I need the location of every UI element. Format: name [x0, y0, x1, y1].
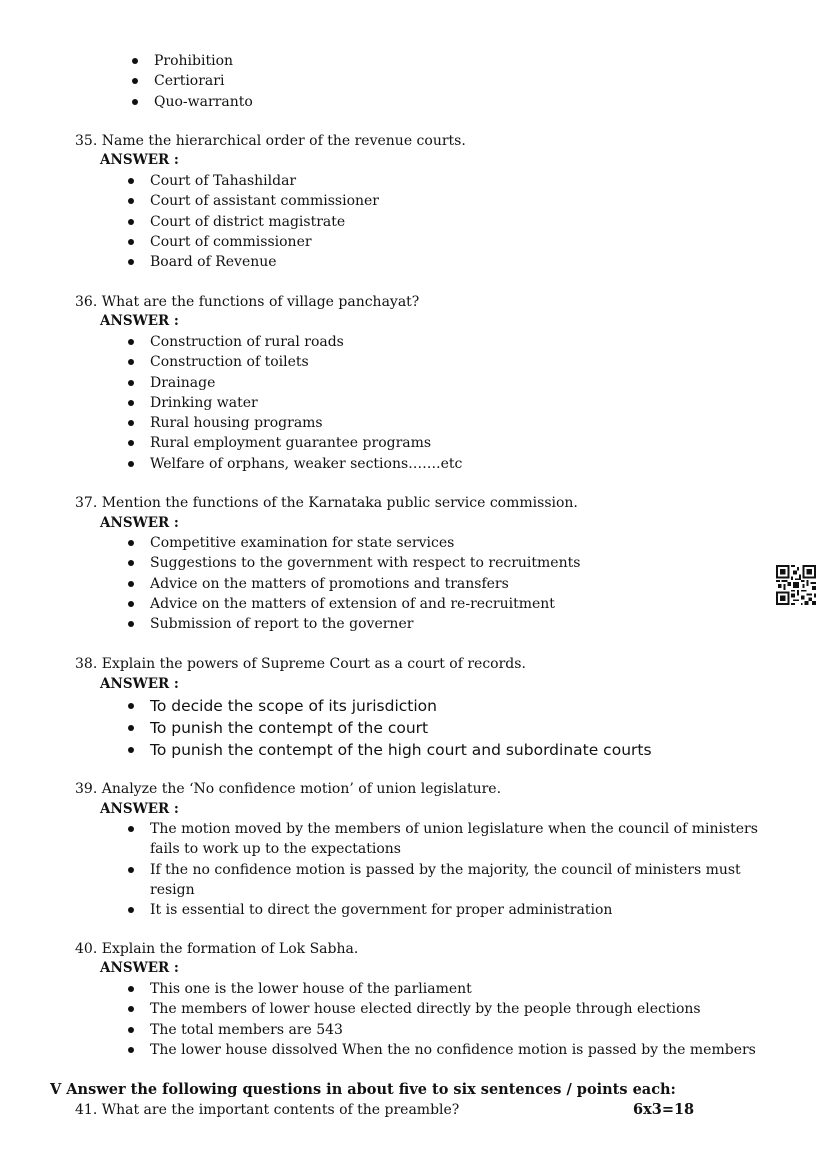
list-item: Quo-warranto [154, 92, 253, 112]
list-item: Court of Tahashildar [150, 171, 379, 191]
list-item: Drinking water [150, 393, 462, 413]
question-text: What are the important contents of the preamble? [101, 1102, 460, 1118]
list-item: Court of assistant commissioner [150, 191, 379, 211]
answer-list-39 [150, 819, 762, 920]
list-item: Suggestions to the government with respect to recruitments [150, 553, 580, 573]
question-37: 37. Mention the functions of the Karnataka public service commission. [75, 495, 578, 511]
answer-list-38 [150, 695, 652, 761]
list-item: Submission of report to the governer [150, 614, 580, 634]
answer-list-40 [150, 979, 756, 1060]
list-item: Board of Revenue [150, 252, 379, 272]
section-heading: V Answer the following questions in about five to six sentences / points each: [50, 1081, 676, 1098]
list-item: The total members are 543 [150, 1020, 756, 1040]
answer-label: ANSWER : [100, 313, 179, 329]
question-40: 40. Explain the formation of Lok Sabha. [75, 941, 359, 957]
answer-label: ANSWER : [100, 515, 179, 531]
list-item: If the no confidence motion is passed by the majority, the council of ministers must resign [150, 860, 762, 901]
question-text: Explain the formation of Lok Sabha. [101, 941, 359, 957]
list-item: The motion moved by the members of union legislature when the council of ministers fails to work up to the expectations [150, 819, 762, 860]
qr-code-icon [776, 565, 816, 605]
list-item: To punish the contempt of the court [150, 717, 652, 739]
question-36: 36. What are the functions of village panchayat? [75, 294, 420, 310]
list-item: Drainage [150, 373, 462, 393]
list-item: Certiorari [154, 71, 253, 91]
answer-label: ANSWER : [100, 676, 179, 692]
question-39: 39. Analyze the ‘No confidence motion’ of union legislature. [75, 781, 502, 797]
answer-list-35 [150, 171, 379, 272]
list-item: To punish the contempt of the high court and subordinate courts [150, 741, 652, 759]
answer-list-37 [150, 533, 580, 634]
question-41: 41. What are the important contents of the preamble? [75, 1102, 460, 1118]
list-item: Advice on the matters of extension of and re-recruitment [150, 594, 580, 614]
question-text: Analyze the ‘No confidence motion’ of union legislature. [101, 781, 502, 797]
question-text: What are the functions of village panchayat? [101, 294, 420, 310]
answer-list-36 [150, 332, 462, 474]
list-item: Court of district magistrate [150, 212, 379, 232]
list-item: The lower house dissolved When the no confidence motion is passed by the members [150, 1040, 756, 1060]
list-item: Rural employment guarantee programs [150, 433, 462, 453]
list-item: To decide the scope of its jurisdiction [150, 695, 652, 717]
list-item: It is essential to direct the government for proper administration [150, 900, 762, 920]
list-item: Construction of toilets [150, 352, 462, 372]
answer-label: ANSWER : [100, 960, 179, 976]
question-35: 35. Name the hierarchical order of the revenue courts. [75, 133, 466, 149]
question-text: Mention the functions of the Karnataka public service commission. [101, 495, 578, 511]
question-38: 38. Explain the powers of Supreme Court as a court of records. [75, 656, 526, 672]
list-item: Rural housing programs [150, 413, 462, 433]
list-item: This one is the lower house of the parliament [150, 979, 756, 999]
writs-list [154, 51, 253, 112]
list-item: Court of commissioner [150, 232, 379, 252]
list-item: Construction of rural roads [150, 332, 462, 352]
marks-label: 6x3=18 [633, 1101, 695, 1118]
answer-label: ANSWER : [100, 152, 179, 168]
list-item: Advice on the matters of promotions and transfers [150, 574, 580, 594]
list-item: Prohibition [154, 51, 253, 71]
question-text: Name the hierarchical order of the revenue courts. [101, 133, 466, 149]
question-text: Explain the powers of Supreme Court as a court of records. [101, 656, 526, 672]
list-item: Competitive examination for state services [150, 533, 580, 553]
list-item: Welfare of orphans, weaker sections…….etc [150, 454, 462, 474]
list-item: The members of lower house elected directly by the people through elections [150, 999, 756, 1019]
answer-label: ANSWER : [100, 801, 179, 817]
